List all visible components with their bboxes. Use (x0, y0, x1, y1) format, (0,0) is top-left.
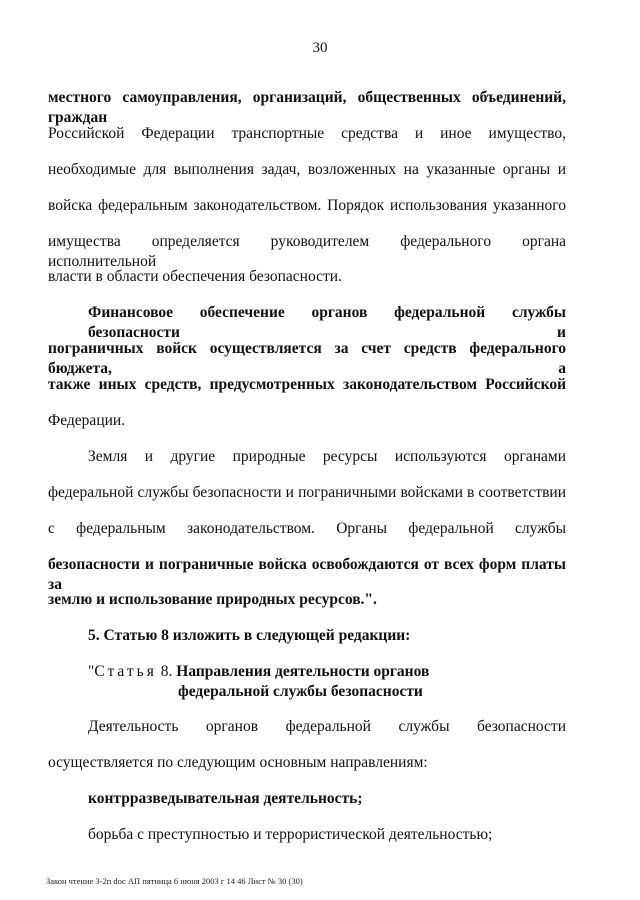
text-line: также иных средств, предусмотренных законодательством Российской (48, 376, 566, 393)
page-number: 30 (312, 40, 328, 56)
text-line: Деятельность органов федеральной службы безопасности (88, 718, 566, 735)
text-line: осуществляется по следующим основным направлениям: (48, 754, 428, 771)
article-word: Статья (94, 663, 157, 680)
text-line: Финансовое обеспечение органов федеральной службы безопасности и (88, 304, 566, 341)
article-title: Направления деятельности органов (176, 663, 430, 680)
article-quote: " (88, 663, 95, 680)
footer: Закон чтение 3-2п doc АП пятница 6 июня 2003 г 14 46 Лист № 30 (30) (46, 876, 303, 886)
text-line: безопасности и пограничные войска освобождаются от всех форм платы за (48, 556, 566, 593)
text-line: федеральной службы безопасности и пограничными войсками в соответствии (48, 484, 566, 501)
text-line: Земля и другие природные ресурсы используются органами (88, 448, 566, 465)
text-line: пограничных войск осуществляется за счет средств федерального бюджета, а (48, 340, 566, 377)
text-line: с федеральным законодательством. Органы федеральной службы (48, 520, 566, 537)
article-number: 8. (160, 663, 173, 680)
article-heading (88, 662, 429, 682)
text-line: имущества определяется руководителем федерального органа исполнительной (48, 233, 566, 270)
article-title-line2: федеральной службы безопасности (178, 683, 423, 700)
text-line: землю и использование природных ресурсов.". (48, 591, 377, 608)
text-line: Российской Федерации транспортные средства и иное имущество, (48, 125, 566, 142)
text-line: местного самоуправления, организаций, общественных объединений, граждан (48, 89, 566, 126)
text-line: необходимые для выполнения задач, возложенных на указанные органы и (48, 161, 566, 178)
text-line: власти в области обеспечения безопасности. (48, 268, 342, 285)
text-line: Федерации. (48, 412, 126, 429)
list-item: борьба с преступностью и террористической деятельностью; (88, 826, 493, 843)
text-line: 5. Статью 8 изложить в следующей редакции: (88, 627, 411, 644)
text-line: войска федеральным законодательством. Порядок использования указанного (48, 197, 566, 214)
list-item: контрразведывательная деятельность; (88, 790, 363, 807)
